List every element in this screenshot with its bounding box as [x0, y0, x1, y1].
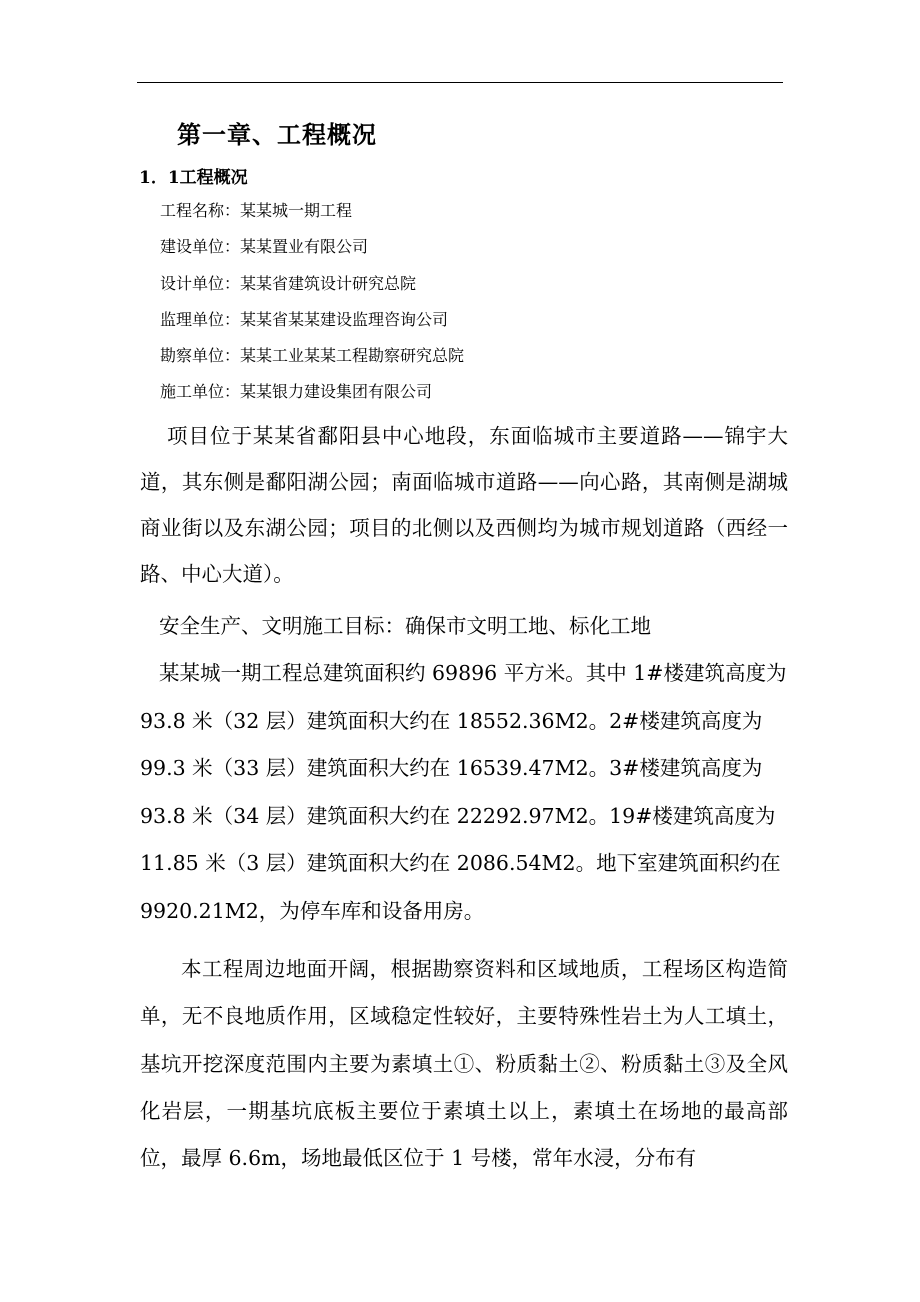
section-title: 1．1工程概况	[139, 168, 248, 188]
chapter-title: 第一章、工程概况	[177, 120, 377, 149]
info-value: 某某置业有限公司	[240, 237, 369, 257]
paragraph-location: 项目位于某某省鄱阳县中心地段，东面临城市主要道路——锦宇大道，其东侧是鄱阳湖公园；南面临城市道路——向心路，其南侧是湖城商业街以及东湖公园；项目的北侧以及西侧均为城市规划道路（西经一路、中心大道）。	[140, 424, 788, 586]
info-value: 某某省某某建设监理咨询公司	[240, 309, 449, 329]
info-value: 某某城一期工程	[240, 201, 353, 220]
info-item-contractor	[160, 378, 464, 414]
info-item-surveyor	[160, 342, 464, 378]
info-item-owner	[160, 233, 464, 269]
paragraph-line: 93.8 米（32 层）建筑面积大约在 18552.36M2。2#楼建筑高度为	[140, 708, 763, 733]
info-label: 勘察单位：	[160, 346, 241, 366]
info-label: 施工单位：	[160, 382, 241, 402]
paragraph-line: 93.8 米（34 层）建筑面积大约在 22292.97M2。19#楼建筑高度为	[140, 803, 776, 828]
paragraph-line: 99.3 米（33 层）建筑面积大约在 16539.47M2。3#楼建筑高度为	[140, 756, 763, 780]
paragraph-line: 11.85 米（3 层）建筑面积大约在 2086.54M2。地下室建筑面积约在	[140, 851, 781, 875]
info-label: 监理单位：	[160, 309, 241, 329]
info-label: 设计单位：	[160, 273, 241, 293]
paragraph-area	[140, 650, 788, 935]
info-item-supervisor	[160, 306, 464, 342]
info-item-project-name	[160, 197, 464, 233]
info-item-designer	[160, 270, 464, 306]
project-info-list	[160, 197, 464, 415]
info-value: 某某省建筑设计研究总院	[240, 273, 417, 293]
paragraph-line: 某某城一期工程总建筑面积约 69896 平方米。其中 1#楼建筑高度为	[159, 661, 787, 685]
info-value: 某某银力建设集团有限公司	[240, 382, 433, 402]
info-value: 某某工业某某工程勘察研究总院	[240, 346, 465, 366]
info-label: 工程名称：	[160, 201, 241, 220]
paragraph-goal: 安全生产、文明施工目标：确保市文明工地、标化工地	[159, 614, 651, 638]
paragraph-line: 9920.21M2，为停车库和设备用房。	[140, 898, 485, 923]
header-rule	[137, 82, 783, 83]
paragraph-geology: 本工程周边地面开阔，根据勘察资料和区域地质，工程场区构造简单，无不良地质作用，区域稳定性较好，主要特殊性岩土为人工填土，基坑开挖深度范围内主要为素填土①、粉质黏土②、粉质黏土③及全风化岩层，一期基坑底板主要位于素填土以上，素填土在场地的最高部位，最厚 6.6m，场地最低区位于 1 号楼，常年水浸，分布有	[140, 957, 788, 1171]
info-label: 建设单位：	[160, 237, 241, 257]
